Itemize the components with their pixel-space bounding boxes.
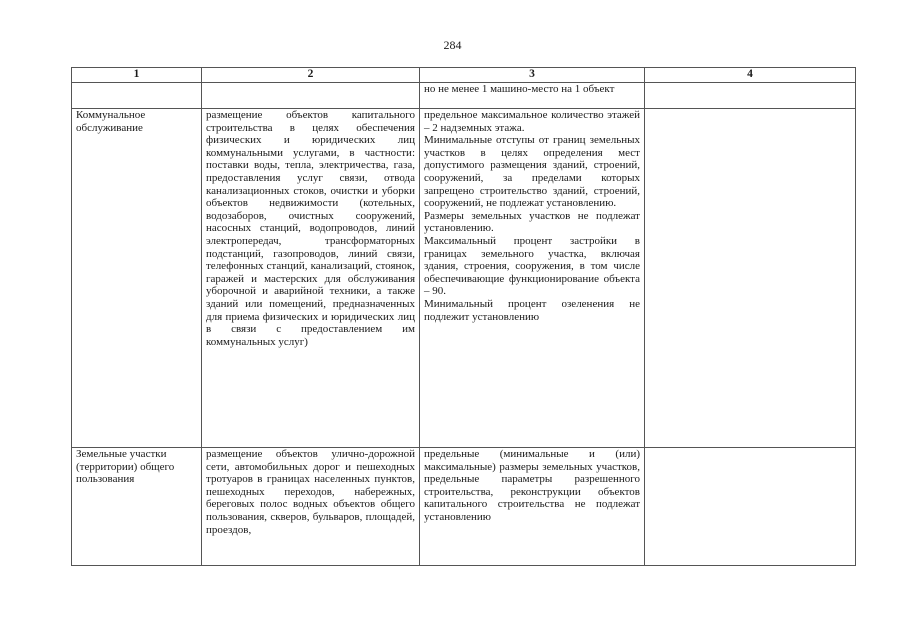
row-3-description: размещение объектов улично-дорожной сети, автомобильных дорог и пешеходных тротуаров в границах населенных пунктов, пешеходных переходов, набережных, береговых полос водных объектов общего пользования, скверов, бульваров, площадей, проездов, bbox=[202, 448, 420, 566]
column-header-3: 3 bbox=[420, 68, 645, 83]
row-3-use-type: Земельные участки (территории) общего пользования bbox=[72, 448, 202, 566]
table-row bbox=[72, 448, 856, 566]
zoning-table bbox=[71, 67, 856, 566]
row-2-use-type: Коммунальное обслуживание bbox=[72, 109, 202, 448]
row-3-parameters bbox=[420, 448, 645, 566]
row-3-column-4 bbox=[645, 448, 856, 566]
row-2-column-4 bbox=[645, 109, 856, 448]
row-1-column-4 bbox=[645, 83, 856, 109]
column-header-1: 1 bbox=[72, 68, 202, 83]
row-1-parameter-1: но не менее 1 машино-место на 1 объект bbox=[424, 83, 615, 95]
row-2-parameter-1: предельное максимальное количество этажей – 2 надземных этажа. bbox=[424, 109, 640, 134]
table-row bbox=[72, 109, 856, 448]
table-header-row bbox=[72, 68, 856, 83]
row-2-parameters bbox=[420, 109, 645, 448]
row-1-description bbox=[202, 83, 420, 109]
row-1-parameters bbox=[420, 83, 645, 109]
column-header-2: 2 bbox=[202, 68, 420, 83]
column-header-4: 4 bbox=[645, 68, 856, 83]
page-number: 284 bbox=[443, 38, 462, 52]
table-row bbox=[72, 83, 856, 109]
row-2-parameter-4: Максимальный процент застройки в границах земельного участка, включая здания, строения, сооружения, в том числе обеспечивающие функционирование объекта – 90. bbox=[424, 234, 640, 298]
row-2-description: размещение объектов капитального строительства в целях обеспечения физических и юридических лиц коммунальными услугами, в частности: поставки воды, тепла, электричества, газа, предоставления услуг связи, отвода канализационных стоков, очистки и уборки объектов недвижимости (котельных, водозаборов, очистных сооружений, насосных станций, водопроводов, линий электропередач, трансформаторных подстанций, газопроводов, линий связи, телефонных станций, канализаций, стоянок, гаражей и мастерских для обслуживания уборочной и аварийной техники, а также зданий или помещений, предназначенных для приема физических и юридических лиц в связи с предоставлением им коммунальных услуг) bbox=[202, 109, 420, 448]
row-1-use-type bbox=[72, 83, 202, 109]
row-3-parameter-1: предельные (минимальные и (или) максимальные) размеры земельных участков, предельные параметры разрешенного строительства, реконструкции объектов капитального строительства не подлежат установлению bbox=[424, 448, 640, 523]
row-2-parameter-3: Размеры земельных участков не подлежат установлению. bbox=[424, 209, 640, 235]
row-2-parameter-5: Минимальный процент озеленения не подлежит установлению bbox=[424, 297, 640, 323]
row-2-parameter-2: Минимальные отступы от границ земельных участков в целях определения мест допустимого размещения зданий, строений, сооружений, за пределами которых запрещено строительство зданий, строений, сооружений, не подлежат установлению. bbox=[424, 134, 640, 210]
